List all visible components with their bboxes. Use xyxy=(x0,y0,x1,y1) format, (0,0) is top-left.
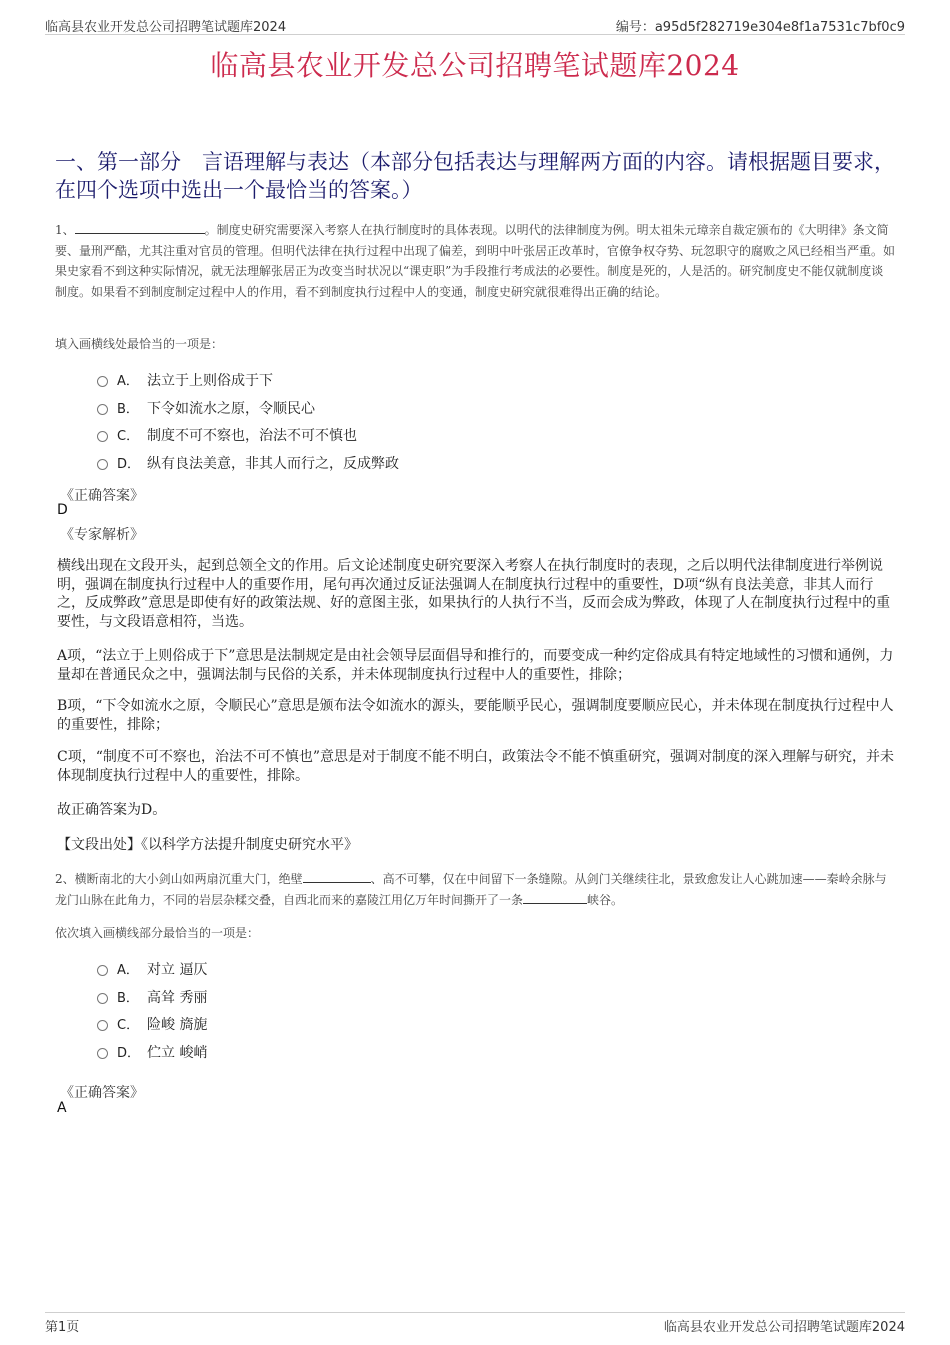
radio-button[interactable] xyxy=(97,376,108,387)
radio-button[interactable] xyxy=(97,1020,108,1031)
header-doc-title: 临高县农业开发总公司招聘笔试题库2024 xyxy=(45,20,287,35)
question-2-blank-2 xyxy=(523,891,587,904)
question-1-source: 【文段出处】《以科学方法提升制度史研究水平》 xyxy=(57,837,358,853)
radio-button[interactable] xyxy=(97,1048,108,1059)
radio-button[interactable] xyxy=(97,993,108,1004)
section-heading: 一、第一部分 言语理解与表达（本部分包括表达与理解两方面的内容。请根据题目要求，在四个选项中选出一个最恰当的答案。） xyxy=(55,150,895,202)
document-title: 临高县农业开发总公司招聘笔试题库2024 xyxy=(210,49,740,82)
question-1-body: 。制度史研究需要深入考察人在执行制度时的具体表现。以明代的法律制度为例。明太祖朱元璋亲自裁定颁布的《大明律》条文简要、量刑严酷，尤其注重对官员的管理。但明代法律在执行过程中出现了偏差，到明中叶张居正改革时，官僚争权夺势、玩忽职守的腐败之风已经相当严重。如果史家看不到这种实际情况，就无法理解张居正为改变当时状况以“课吏职”为手段推行考成法的必要性。制度是死的，人是活的。研究制度史不能仅就制度谈制度。如果看不到制度制定过程中人的作用，看不到制度执行过程中人的变通，制度史研究就很难得出正确的结论。 xyxy=(55,223,896,299)
radio-button[interactable] xyxy=(97,459,108,470)
page-number: 第1页 xyxy=(45,1320,80,1335)
question-1-number: 1、 xyxy=(55,223,75,237)
question-1-analysis-label: 《专家解析》 xyxy=(60,527,144,543)
question-1-answer: D xyxy=(57,502,68,518)
question-2-text: 2、横断南北的大小剑山如两扇沉重大门，绝壁 、高不可攀，仅在中间留下一条缝隙。从剑门关继续往北，景致愈发让人心跳加速——秦岭余脉与龙门山脉在此角力，不同的岩层杂糅交叠，自西北而来的嘉陵江用亿万年时间撕开了一条 峡谷。 xyxy=(55,872,887,907)
analysis-paragraph: 故正确答案为D。 xyxy=(57,802,167,818)
analysis-paragraph: C项，“制度不可不察也，治法不可不慎也”意思是对于制度不能不明白，政策法令不能不慎重研究，强调对制度的深入理解与研究，并未体现制度执行过程中人的重要性，排除。 xyxy=(57,749,895,784)
analysis-paragraph: 横线出现在文段开头，起到总领全文的作用。后文论述制度史研究要深入考察人在执行制度时的表现，之后以明代法律制度进行举例说明，强调在制度执行过程中人的重要作用，尾句再次通过反证法强调人在制度执行过程中的重要性，D项“纵有良法美意，非其人而行之，反成弊政”意思是即使有好的政策法规、好的意图主张，如果执行的人执行不当，反而会成为弊政，体现了人在制度执行过程中的重要性，与文段语意相符，当选。 xyxy=(57,558,891,630)
footer-doc-title: 临高县农业开发总公司招聘笔试题库2024 xyxy=(663,1320,905,1335)
question-1-answer-label: 《正确答案》 xyxy=(60,488,144,504)
page-header xyxy=(45,14,905,35)
radio-button[interactable] xyxy=(97,404,108,415)
page-footer xyxy=(45,1312,905,1333)
radio-button[interactable] xyxy=(97,965,108,976)
radio-button[interactable] xyxy=(97,431,108,442)
question-2-answer: A xyxy=(57,1100,67,1116)
question-1-blank xyxy=(75,221,205,234)
header-doc-id: 编号：a95d5f282719e304e8f1a7531c7bf0c9 xyxy=(615,20,905,35)
question-1-prompt: 填入画横线处最恰当的一项是： xyxy=(55,337,224,351)
question-1-text xyxy=(55,220,895,302)
analysis-paragraph: B项，“下令如流水之原，令顺民心”意思是颁布法令如流水的源头，要能顺乎民心，强调制度要顺应民心，并未体现在制度执行过程中人的重要性，排除； xyxy=(57,698,894,733)
analysis-paragraph: A项，“法立于上则俗成于下”意思是法制规定是由社会领导层面倡导和推行的，而要变成一种约定俗成具有特定地域性的习惯和通例，力量却在普通民众之中，强调法制与民俗的关系，并未体现制度执行过程中人的重要性，排除； xyxy=(57,648,894,683)
question-2-blank-1 xyxy=(303,870,371,883)
question-2-prompt: 依次填入画横线部分最恰当的一项是： xyxy=(55,926,260,940)
question-2-answer-label: 《正确答案》 xyxy=(60,1085,144,1101)
